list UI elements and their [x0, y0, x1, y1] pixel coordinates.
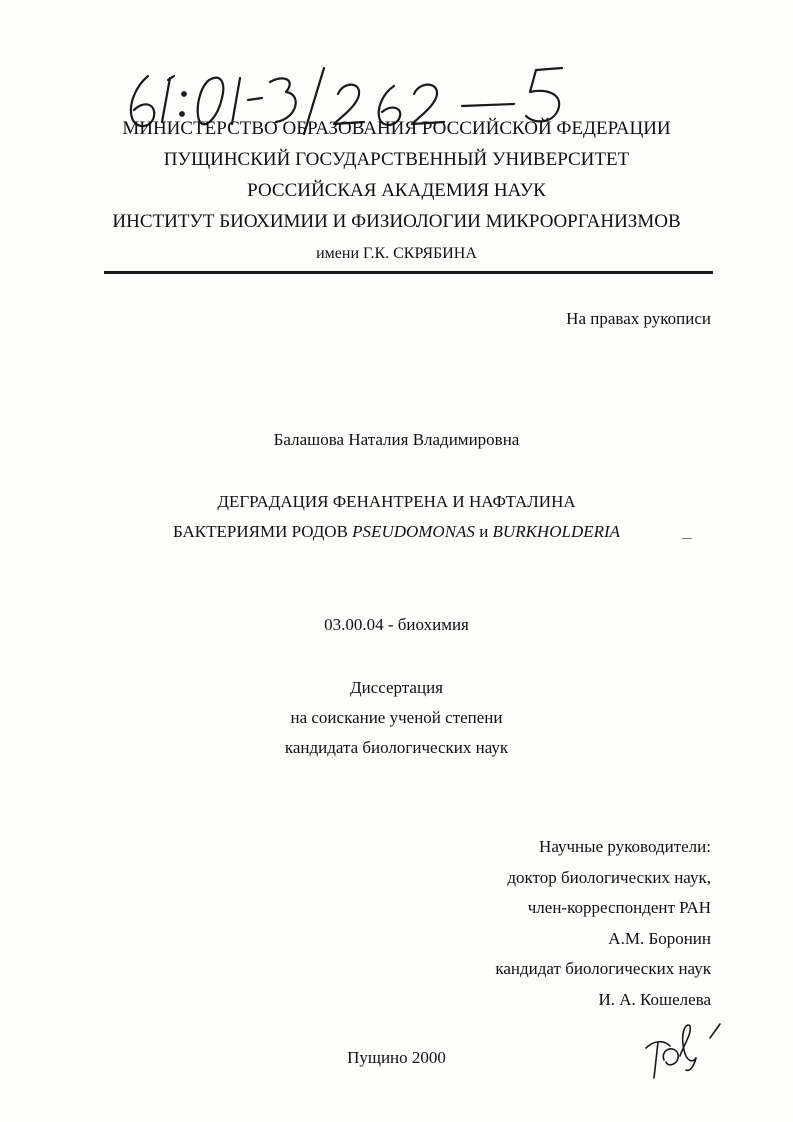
- manuscript-rights: На правах рукописи: [566, 309, 711, 328]
- supervisor1-name: А.М. Боронин: [608, 928, 711, 948]
- supervisor1-title: член-корреспондент РАН: [527, 898, 711, 917]
- supervisor2-degree: кандидат биологических наук: [495, 959, 711, 978]
- header-named-after: имени Г.К. СКРЯБИНА: [316, 245, 477, 262]
- supervisor2-name: И. А. Кошелева: [598, 989, 711, 1009]
- degree-type: Диссертация: [349, 678, 443, 697]
- handwritten-signature: [640, 1020, 730, 1090]
- header-academy: РОССИЙСКАЯ АКАДЕМИЯ НАУК: [247, 180, 546, 201]
- header-ministry: МИНИСТЕРСТВО ОБРАЗОВАНИЯ РОССИЙСКОЙ ФЕДЕРАЦИИ: [122, 118, 671, 139]
- header-institute: ИНСТИТУТ БИОХИМИИ И ФИЗИОЛОГИИ МИКРООРГАНИЗМОВ: [112, 211, 681, 232]
- dissertation-title-line1: ДЕГРАДАЦИЯ ФЕНАНТРЕНА И НАФТАЛИНА: [217, 492, 576, 511]
- supervisors-block: [495, 832, 711, 1015]
- degree-purpose: на соискание ученой степени: [290, 708, 503, 727]
- author-name: Балашова Наталия Владимировна: [273, 430, 520, 449]
- supervisor1-degree: доктор биологических наук,: [507, 867, 711, 887]
- genus-pseudomonas: PSEUDOMONAS: [352, 522, 475, 541]
- header-divider: [104, 271, 713, 274]
- place-and-year: Пущино 2000: [347, 1048, 446, 1067]
- degree-field: кандидата биологических наук: [284, 738, 509, 757]
- dissertation-title-line2: [0, 522, 793, 542]
- genus-burkholderia: BURKHOLDERIA: [492, 522, 621, 541]
- supervisors-heading: Научные руководители:: [539, 837, 711, 856]
- title-prefix: БАКТЕРИЯМИ РОДОВ: [172, 522, 353, 541]
- header-university: ПУЩИНСКИЙ ГОСУДАРСТВЕННЫЙ УНИВЕРСИТЕТ: [163, 149, 630, 170]
- title-conjunction: и: [474, 522, 493, 541]
- specialty-code: 03.00.04 - биохимия: [324, 615, 469, 634]
- stray-mark: [682, 538, 692, 539]
